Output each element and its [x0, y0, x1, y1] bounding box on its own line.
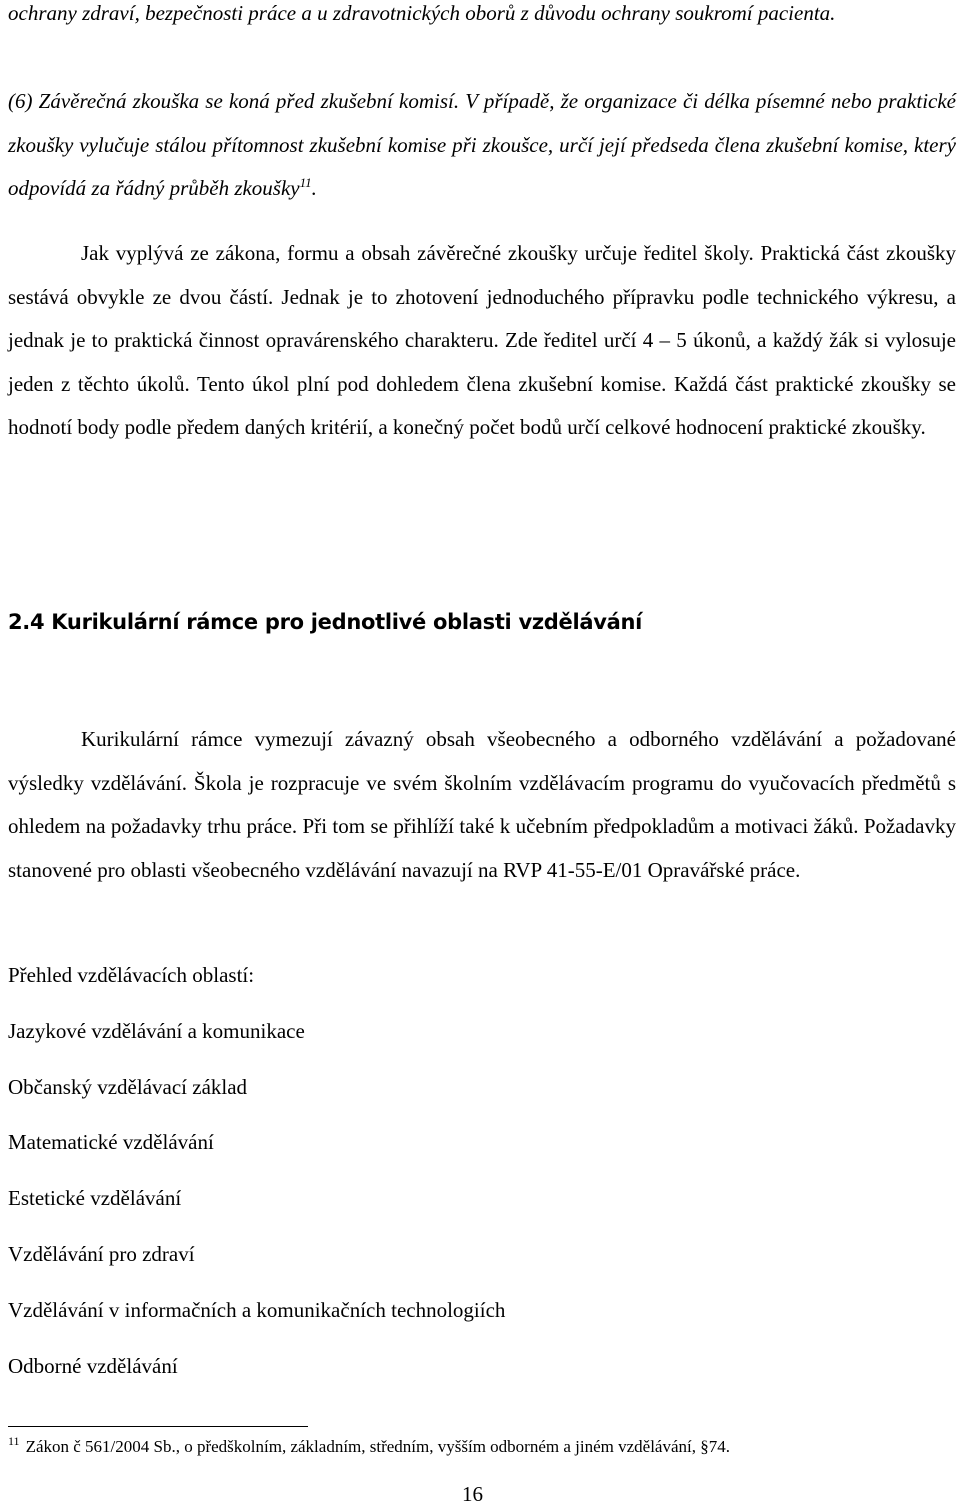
list-item: Vzdělávání v informačních a komunikačních technologiích — [8, 1297, 506, 1322]
list-item: Vzdělávání pro zdraví — [8, 1241, 195, 1266]
paragraph-legal-quote-end: . — [311, 176, 317, 200]
footnote-reference[interactable]: 11 — [299, 175, 312, 190]
footnote-separator — [8, 1426, 308, 1427]
list-intro: Přehled vzdělávacích oblastí: — [8, 963, 255, 987]
list-item: Jazykové vzdělávání a komunikace — [8, 1018, 305, 1043]
paragraph-continuation: ochrany zdraví, bezpečnosti práce a u zdravotnických oborů z důvodu ochrany soukromí pacienta. — [8, 1, 836, 25]
list-item: Odborné vzdělávání — [8, 1353, 178, 1378]
list-item: Estetické vzdělávání — [8, 1186, 182, 1211]
section-heading: 2.4 Kurikulární rámce pro jednotlivé oblasti vzdělávání — [8, 610, 643, 634]
paragraph-legal-quote — [8, 80, 956, 211]
paragraph-legal-quote-text: (6) Závěrečná zkouška se koná před zkušební komisí. V případě, že organizace či délka písemné nebo praktické zkoušky vylučuje stálou přítomnost zkušební komise při zkoušce, určí její předseda člena zkušební komise, který odpovídá za řádný průběh zkoušky — [8, 89, 956, 200]
footnote-text: Zákon č 561/2004 Sb., o předškolním, základním, středním, vyšším odborném a jiném vzdělávání, §74. — [25, 1437, 730, 1456]
list-item: Matematické vzdělávání — [8, 1130, 214, 1155]
paragraph-final-exam: Jak vyplývá ze zákona, formu a obsah závěrečné zkoušky určuje ředitel školy. Praktická část zkoušky sestává obvykle ze dvou částí. Jednak je to zhotovení jednoduchého přípravku podle technického výkresu, a jednak je to praktická činnost opravárenského charakteru. Zde ředitel určí 4 – 5 úkonů, a každý žák si vylosuje jeden z těchto úkolů. Tento úkol plní pod dohledem člena zkušební komise. Každá část praktické zkoušky se hodnotí body podle předem daných kritérií, a konečný počet bodů určí celkové hodnocení praktické zkoušky. — [8, 241, 956, 439]
footnote — [8, 1434, 730, 1457]
footnote-number: 11 — [8, 1434, 20, 1449]
education-areas-list — [8, 948, 505, 1394]
list-item: Občanský vzdělávací základ — [8, 1074, 248, 1099]
page-number: 16 — [462, 1482, 483, 1506]
paragraph-curricular-frameworks: Kurikulární rámce vymezují závazný obsah všeobecného a odborného vzdělávání a požadované výsledky vzdělávání. Škola je rozpracuje ve svém školním vzdělávacím programu do vyučovacích předmětů s ohledem na požadavky trhu práce. Při tom se přihlíží také k učebním předpokladům a motivaci žáků. Požadavky stanovené pro oblasti všeobecného vzdělávání navazují na RVP 41-55-E/01 Opravářské práce. — [8, 727, 956, 882]
